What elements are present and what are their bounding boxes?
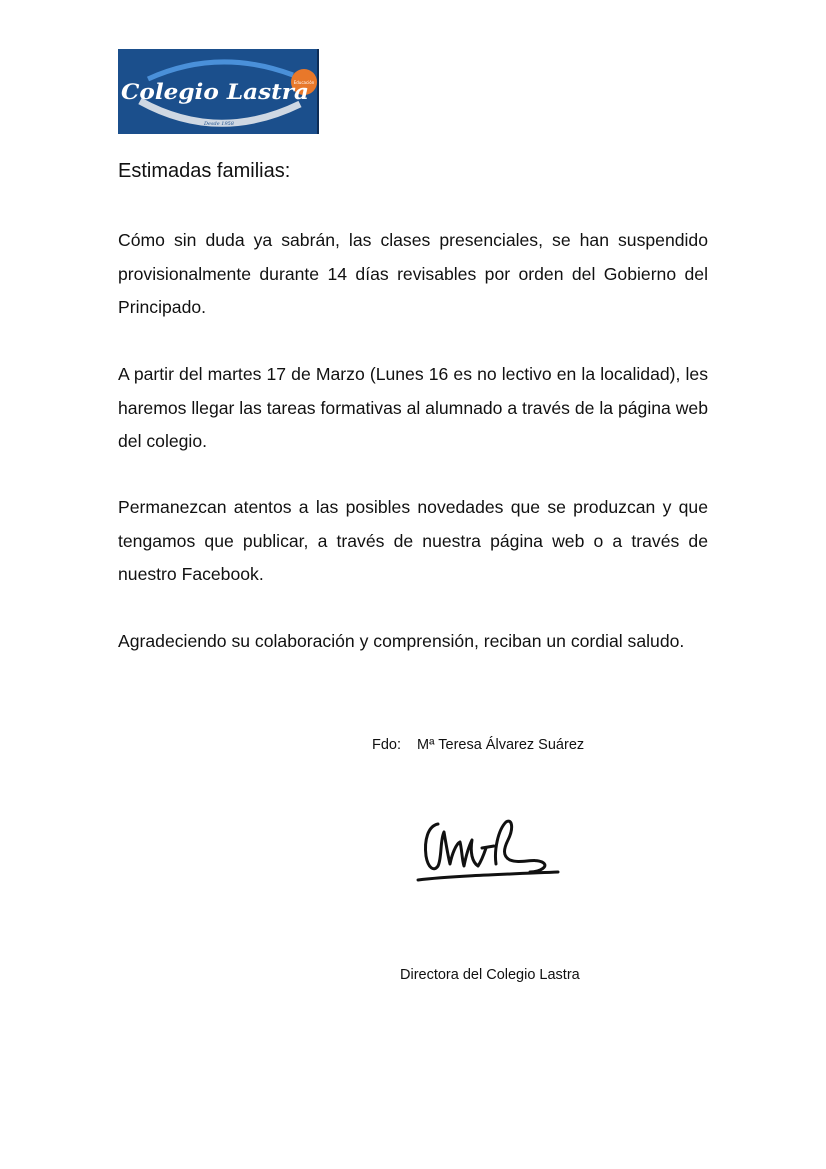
school-logo (118, 49, 319, 134)
letter-greeting: Estimadas familias: (118, 160, 291, 182)
signer-name: Mª Teresa Álvarez Suárez (417, 737, 585, 753)
letter-paragraph-3: Permanezcan atentos a las posibles novedades que se produzcan y que tengamos que publicar, a través de nuestra página web o a través de nuestro Facebook. (118, 497, 708, 584)
signature-stroke-flourish (495, 821, 544, 872)
signature-line (372, 736, 584, 754)
signer-role: Directora del Colegio Lastra (400, 967, 580, 983)
letter-paragraph-2: A partir del martes 17 de Marzo (Lunes 16 es no lectivo en la localidad), les haremos llegar las tareas formativas al alumnado a través de la página web del colegio. (118, 364, 708, 451)
logo-badge-text: Educación (293, 80, 315, 85)
logo-edge (317, 49, 319, 134)
signed-label: Fdo: (372, 737, 402, 753)
logo-bottom-arc (140, 101, 300, 123)
school-logo-graphic (118, 49, 319, 134)
signature-stroke-cross (482, 846, 494, 848)
logo-wordmark: Colegio Lastra (121, 79, 309, 104)
letter-paragraph-1: Cómo sin duda ya sabrán, las clases presenciales, se han suspendido provisionalmente durante 14 días revisables por orden del Gobierno del Principado. (118, 230, 708, 317)
letter-paragraph-4: Agradeciendo su colaboración y comprensión, reciban un cordial saludo. (118, 631, 685, 651)
handwritten-signature (410, 810, 570, 890)
signature-underline (418, 872, 558, 880)
logo-top-arc (148, 62, 293, 79)
logo-since-text: Desde 1958 (203, 121, 235, 127)
signature-stroke-main (426, 824, 487, 869)
